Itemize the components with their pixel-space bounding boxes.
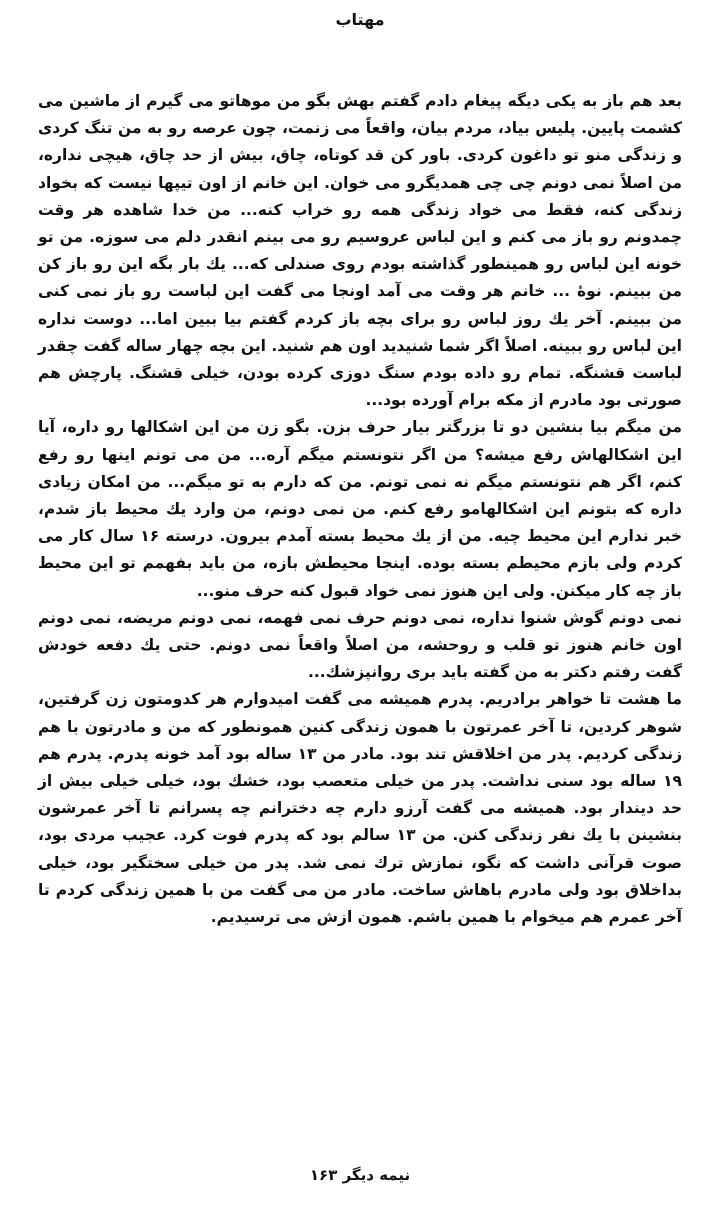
paragraph-3: نمی دونم گوش شنوا نداره، نمی دونم حرف نمی فهمه، نمی دونم مریضه، نمی دونم اون خانم هنوز تو قلب و روحشه، من اصلاً واقعاً نمی دونم. حتی یك دفعه خودش گفت رفتم دکتر به من گفته باید بری روانپزشك... [38,608,682,682]
paragraph-2: من میگم بیا بنشین دو تا بزرگتر بیار حرف بزن. بگو زن من این اشکالها رو داره، آیا این اشکالهاش رفع میشه؟ من اگر نتونستم میگم آره... من می تونم اینها رو رفع کنم، اگر هم نتونستم میگم نه نمی تونم. من که دارم به تو میگم... من امکان زیادی داره که بتونم این اشکالهامو رفع کنم. من نمی دونم، من وارد یك محیط باز شدم، خبر ندارم این محیط چیه. من از یك محیط بسته آمدم بیرون. درسته ۱۶ سال کار می کردم ولی بازم محیطم بسته بوده. اینجا محیطش بازه، من باید بفهمم تو این محیط باز چه کار میکنن. ولی این هنوز نمی خواد قبول کنه حرف منو... [38,418,682,600]
running-header-title: مهتاب [335,10,385,29]
paragraph-1: بعد هم باز به یکی دیگه پیغام دادم گفتم بهش بگو من موهاتو می گیرم از ماشین می کشمت پایین. پلیس بیاد، مردم بیان، واقعاً می زنمت، چون عرصه رو به من تنگ کردی و زندگی منو تو داغون کردی. باور کن قد کوتاه، چاق، بیش از حد چاق، هیچی نداره، من اصلاً نمی دونم چی چی همدیگرو می خوان. این خانم از اون تیپها نیست که بخواد زندگی کنه، فقط می خواد زندگی همه رو خراب کنه... من خدا شاهده هر وقت چمدونم رو باز می کنم و این لباس عروسیم رو می بینم انقدر دلم می سوزه. من تو خونه این لباس رو همینطور گذاشته بودم روی صندلی که... یك بار بگه این رو باز کن من ببینم. نوهٔ ... خانم هر وقت می آمد اونجا می گفت این لباست رو باز نمی کنی من ببینم. آخر یك روز لباس رو برای بچه باز کردم گفتم بیا ببین اما... دوست نداره این لباس رو ببینه. اصلاً اگر شما شنیدید اون هم شنید. این بچه چهار ساله گفت چقدر لباست قشنگه. تمام رو داده بودم سنگ دوزی کرده بودن، خیلی قشنگ. پارچش هم صورتی بود مادرم از مکه برام آورده بود... [38,92,682,410]
body-text [38,88,682,931]
paragraph-4: ما هشت تا خواهر برادریم. پدرم همیشه می گفت امیدوارم هر کدومتون زن گرفتین، شوهر کردین، تا آخر عمرتون با همون زندگی کنین همونطور که من و مادرتون با هم زندگی کردیم. پدر من اخلاقش تند بود. مادر من ۱۳ ساله بود آمد خونه پدرم. پدرم هم ۱۹ ساله بود سنی نداشت. پدر من خیلی متعصب بود، خشك بود، خیلی خیلی بیش از حد دیندار بود. همیشه می گفت آرزو دارم چه دخترانم چه پسرانم تا آخر عمرشون بنشینن با یك نفر زندگی کنن. من ۱۳ سالم بود که پدرم فوت کرد. عجیب مردی بود، صوت قرآنی داشت که نگو، نمازش ترك نمی شد. پدر من خیلی سختگیر بود، خیلی بداخلاق بود ولی مادرم باهاش ساخت. مادر من می گفت من با همین زندگی کردم تا آخر عمرم هم میخوام با همین باشم. همون ازش می ترسیدیم. [38,690,682,927]
page-footer: نیمه دیگر ۱۶۳ [309,1166,411,1184]
